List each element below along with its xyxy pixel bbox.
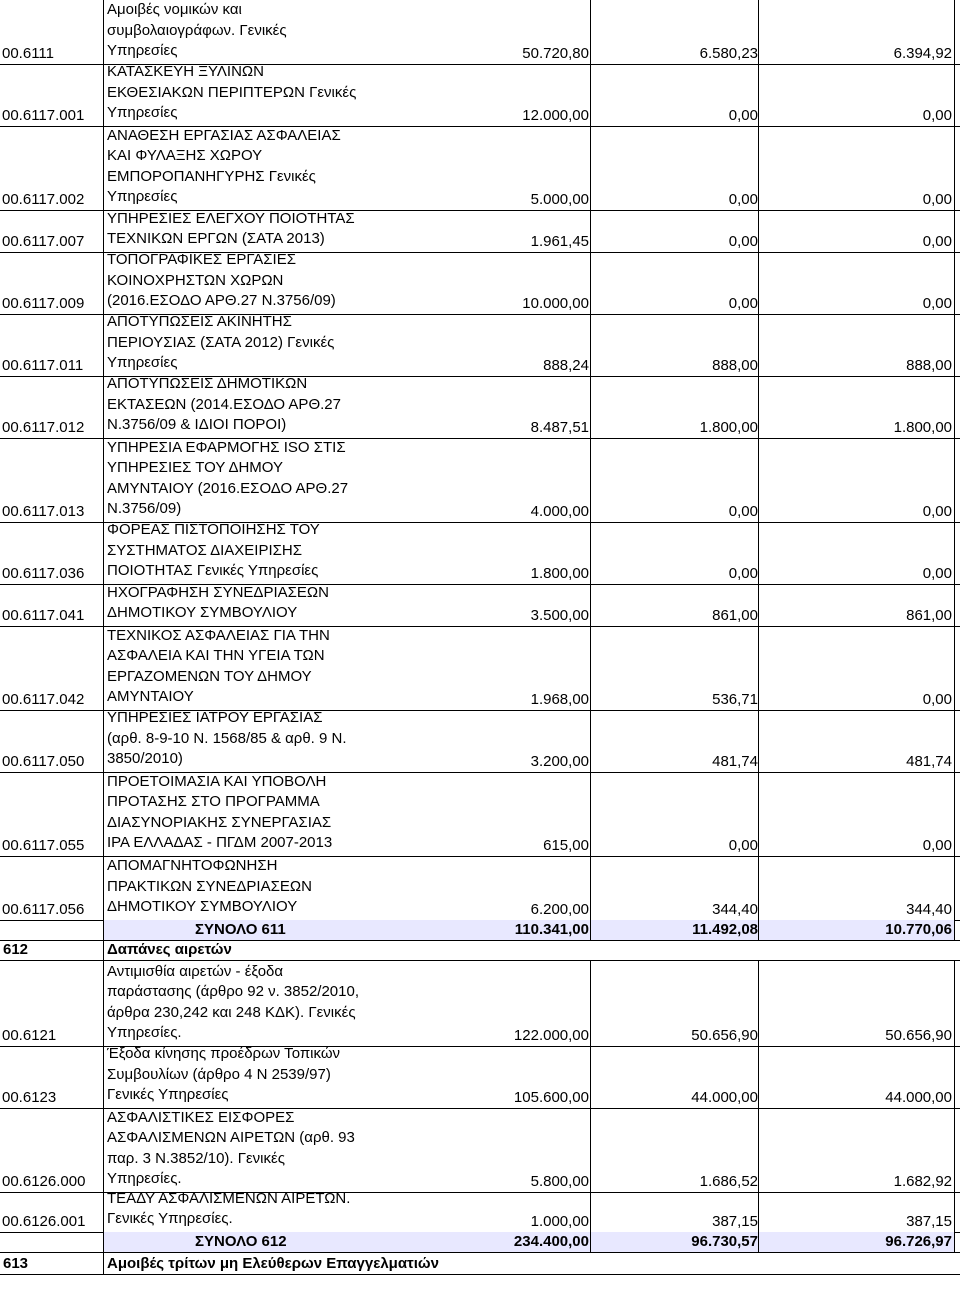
column-divider <box>758 438 759 522</box>
account-code: 00.6117.001 <box>2 107 85 124</box>
budget-amount: 888,24 <box>543 357 589 374</box>
column-divider <box>103 856 104 920</box>
column-divider <box>758 0 759 64</box>
section-row <box>0 940 960 961</box>
section-row <box>0 1252 960 1275</box>
account-description <box>107 1189 392 1230</box>
committed-amount: 50.656,90 <box>691 1027 758 1044</box>
committed-amount: 861,00 <box>712 607 758 624</box>
paid-amount: 6.394,92 <box>893 45 952 62</box>
paid-amount: 0,00 <box>922 107 952 124</box>
committed-amount: 0,00 <box>728 503 758 520</box>
column-divider <box>590 1046 591 1108</box>
description-line: ΗΧΟΓΡΑΦΗΣΗ ΣΥΝΕΔΡΙΑΣΕΩΝ <box>107 583 329 601</box>
committed-amount: 0,00 <box>728 191 758 208</box>
column-divider <box>103 584 104 626</box>
description-line: Έξοδα κίνησης προέδρων Τοπικών <box>107 1045 341 1063</box>
budget-amount: 615,00 <box>543 837 589 854</box>
description-line: Αντιμισθία αιρετών - έξοδα <box>107 962 284 980</box>
budget-amount: 105.600,00 <box>513 1089 589 1106</box>
column-divider <box>954 376 955 438</box>
budget-amount: 3.500,00 <box>530 607 589 624</box>
table-row <box>0 438 960 523</box>
description-line: ΑΣΦΑΛΙΣΤΙΚΕΣ ΕΙΣΦΟΡΕΣ <box>107 1108 295 1126</box>
budget-amount: 8.487,51 <box>530 419 589 436</box>
table-row <box>0 210 960 253</box>
column-divider <box>954 522 955 584</box>
committed-amount: 0,00 <box>728 107 758 124</box>
column-divider <box>954 1046 955 1108</box>
table-row <box>0 0 960 65</box>
budget-amount: 1.000,00 <box>530 1213 589 1230</box>
description-line: ΚΑΙ ΦΥΛΑΞΗΣ ΧΩΡΟΥ <box>107 147 263 165</box>
account-code: 00.6111 <box>2 45 54 62</box>
description-line: ΙΡΑ ΕΛΛΑΔΑΣ - ΠΓΔΜ 2007-2013 <box>107 834 333 852</box>
description-line: ΥΠΗΡΕΣΙΕΣ ΕΛΕΓΧΟΥ ΠΟΙΟΤΗΤΑΣ <box>107 209 355 227</box>
description-line: ΠΟΙΟΤΗΤΑΣ Γενικές Υπηρεσίες <box>107 562 319 580</box>
total-row <box>0 920 960 941</box>
account-code: 00.6117.056 <box>2 901 85 918</box>
description-line: ΥΠΗΡΕΣΙΑ ΕΦΑΡΜΟΓΗΣ ISO ΣΤΙΣ <box>107 438 346 456</box>
column-divider <box>103 0 104 64</box>
column-divider <box>590 314 591 376</box>
description-line: ΕΚΘΕΣΙΑΚΩΝ ΠΕΡΙΠΤΕΡΩΝ Γενικές <box>107 83 357 101</box>
table-row <box>0 772 960 857</box>
paid-amount: 50.656,90 <box>885 1027 952 1044</box>
column-divider <box>758 920 759 940</box>
account-code: 00.6117.007 <box>2 233 85 250</box>
column-divider <box>590 252 591 314</box>
description-line: ΦΟΡΕΑΣ ΠΙΣΤΟΠΟΙΗΣΗΣ ΤΟΥ <box>107 521 320 539</box>
column-divider <box>103 64 104 126</box>
account-code: 00.6117.013 <box>2 503 85 520</box>
committed-amount: 0,00 <box>728 565 758 582</box>
account-code: 00.6123 <box>2 1089 57 1106</box>
column-divider <box>103 314 104 376</box>
account-code: 00.6126.000 <box>2 1173 86 1190</box>
column-divider <box>590 64 591 126</box>
account-description <box>107 772 392 854</box>
section-title: Αμοιβές τρίτων μη Ελεύθερων Επαγγελματιών <box>107 1255 439 1272</box>
column-divider <box>954 626 955 710</box>
description-line: Αμοιβές νομικών και <box>107 1 242 19</box>
paid-amount: 344,40 <box>906 901 952 918</box>
description-line: ΥΠΗΡΕΣΙΕΣ ΤΟΥ ΔΗΜΟΥ <box>107 459 283 477</box>
account-description <box>107 962 392 1044</box>
column-divider <box>758 252 759 314</box>
total-row <box>0 1232 960 1253</box>
account-code: 00.6121 <box>2 1027 57 1044</box>
account-description <box>107 312 392 374</box>
description-line: Γενικές Υπηρεσίες. <box>107 1210 233 1228</box>
column-divider <box>590 522 591 584</box>
description-line: ΑΣΦΑΛΙΣΜΕΝΩΝ ΑΙΡΕΤΩΝ (αρθ. 93 <box>107 1129 355 1147</box>
paid-amount: 44.000,00 <box>885 1089 952 1106</box>
description-line: ΕΚΤΑΣΕΩΝ (2014.ΕΣΟΔΟ ΑΡΘ.27 <box>107 395 341 413</box>
table-row <box>0 856 960 921</box>
account-code: 00.6126.001 <box>2 1213 86 1230</box>
description-line: ΑΜΥΝΤΑΙΟΥ (2016.ΕΣΟΔΟ ΑΡΘ.27 <box>107 479 349 497</box>
column-divider <box>590 920 591 940</box>
description-line: ΑΜΥΝΤΑΙΟΥ <box>107 688 194 706</box>
column-divider <box>954 710 955 772</box>
committed-amount: 44.000,00 <box>691 1089 758 1106</box>
description-line: ΤΕΑΔΥ ΑΣΦΑΛΙΣΜΕΝΩΝ ΑΙΡΕΤΩΝ. <box>107 1189 351 1207</box>
column-divider <box>954 584 955 626</box>
description-line: (αρθ. 8-9-10 Ν. 1568/85 & αρθ. 9 Ν. <box>107 729 347 747</box>
description-line: 3850/2010) <box>107 750 183 768</box>
table-row <box>0 522 960 585</box>
paid-amount: 0,00 <box>922 233 952 250</box>
total-paid: 96.726,97 <box>885 1233 952 1250</box>
column-divider <box>103 438 104 522</box>
paid-amount: 387,15 <box>906 1213 952 1230</box>
section-code: 612 <box>3 941 29 958</box>
account-code: 00.6117.011 <box>2 357 84 374</box>
column-divider <box>103 522 104 584</box>
paid-amount: 0,00 <box>922 565 952 582</box>
budget-amount: 1.968,00 <box>530 691 589 708</box>
description-line: Συμβουλίων (άρθρο 4 Ν 2539/97) <box>107 1065 331 1083</box>
paid-amount: 0,00 <box>922 837 952 854</box>
description-line: ΔΙΑΣΥΝΟΡΙΑΚΗΣ ΣΥΝΕΡΓΑΣΙΑΣ <box>107 813 332 831</box>
account-description <box>107 62 392 124</box>
paid-amount: 861,00 <box>906 607 952 624</box>
column-divider <box>758 1108 759 1192</box>
table-row <box>0 626 960 711</box>
description-line: ΑΠΟΜΑΓΝΗΤΟΦΩΝΗΣΗ <box>107 857 278 875</box>
table-row <box>0 376 960 439</box>
column-divider <box>758 584 759 626</box>
budget-amount: 1.961,45 <box>530 233 589 250</box>
account-code: 00.6117.055 <box>2 837 85 854</box>
description-line: ΤΕΧΝΙΚΩΝ ΕΡΓΩΝ (ΣΑΤΑ 2013) <box>107 230 325 248</box>
column-divider <box>758 376 759 438</box>
description-line: Υπηρεσίες <box>107 104 178 122</box>
column-divider <box>590 1108 591 1192</box>
total-label: ΣΥΝΟΛΟ 611 <box>195 921 286 938</box>
table-row <box>0 252 960 315</box>
committed-amount: 387,15 <box>712 1213 758 1230</box>
budget-amount: 3.200,00 <box>530 753 589 770</box>
description-line: ΥΠΗΡΕΣΙΕΣ ΙΑΤΡΟΥ ΕΡΓΑΣΙΑΣ <box>107 709 323 727</box>
total-committed: 11.492,08 <box>692 921 758 938</box>
description-line: ΚΟΙΝΟΧΡΗΣΤΩΝ ΧΩΡΩΝ <box>107 271 284 289</box>
column-divider <box>758 710 759 772</box>
column-divider <box>954 960 955 1046</box>
column-divider <box>954 920 955 940</box>
column-divider <box>103 1232 104 1252</box>
column-divider <box>103 960 104 1046</box>
account-description <box>107 250 392 312</box>
column-divider <box>954 1192 955 1232</box>
description-line: ΔΗΜΟΤΙΚΟΥ ΣΥΜΒΟΥΛΙΟΥ <box>107 898 298 916</box>
account-description <box>107 856 392 918</box>
description-line: ΠΡΟΕΤΟΙΜΑΣΙΑ ΚΑΙ ΥΠΟΒΟΛΗ <box>107 772 327 790</box>
table-row <box>0 1189 960 1233</box>
column-divider <box>590 856 591 920</box>
column-divider <box>590 1232 591 1252</box>
description-line: ΠΡΟΤΑΣΗΣ ΣΤΟ ΠΡΟΓΡΑΜΜΑ <box>107 793 320 811</box>
column-divider <box>103 940 104 960</box>
total-budget: 110.341,00 <box>514 921 589 938</box>
description-line: ΔΗΜΟΤΙΚΟΥ ΣΥΜΒΟΥΛΙΟΥ <box>107 604 298 622</box>
table-row <box>0 64 960 127</box>
column-divider <box>590 0 591 64</box>
total-label: ΣΥΝΟΛΟ 612 <box>195 1233 287 1250</box>
column-divider <box>758 126 759 210</box>
column-divider <box>590 210 591 252</box>
account-description <box>107 438 392 520</box>
committed-amount: 888,00 <box>712 357 758 374</box>
paid-amount: 481,74 <box>906 753 952 770</box>
committed-amount: 0,00 <box>728 233 758 250</box>
account-code: 00.6117.036 <box>2 565 85 582</box>
committed-amount: 6.580,23 <box>699 45 758 62</box>
account-description <box>107 126 392 208</box>
column-divider <box>954 252 955 314</box>
column-divider <box>103 920 104 940</box>
paid-amount: 0,00 <box>922 191 952 208</box>
table-row <box>0 1046 960 1109</box>
column-divider <box>758 1192 759 1232</box>
column-divider <box>590 584 591 626</box>
column-divider <box>590 710 591 772</box>
column-divider <box>954 438 955 522</box>
account-code: 00.6117.041 <box>2 607 85 624</box>
column-divider <box>103 626 104 710</box>
description-line: Ν.3756/09) <box>107 500 182 518</box>
description-line: παρ. 3 Ν.3852/10). Γενικές <box>107 1149 285 1167</box>
column-divider <box>954 1108 955 1192</box>
account-description <box>107 374 392 436</box>
section-title: Δαπάνες αιρετών <box>107 941 232 958</box>
column-divider <box>954 0 955 64</box>
section-code: 613 <box>3 1255 29 1272</box>
column-divider <box>590 1192 591 1232</box>
description-line: Γενικές Υπηρεσίες <box>107 1086 229 1104</box>
description-line: Υπηρεσίες <box>107 188 178 206</box>
column-divider <box>590 626 591 710</box>
description-line: ΠΕΡΙΟΥΣΙΑΣ (ΣΑΤΑ 2012) Γενικές <box>107 333 335 351</box>
description-line: ΠΡΑΚΤΙΚΩΝ ΣΥΝΕΔΡΙΑΣΕΩΝ <box>107 877 312 895</box>
description-line: ΤΟΠΟΓΡΑΦΙΚΕΣ ΕΡΓΑΣΙΕΣ <box>107 251 296 269</box>
column-divider <box>758 1232 759 1252</box>
column-divider <box>758 314 759 376</box>
table-row <box>0 126 960 211</box>
column-divider <box>954 856 955 920</box>
total-committed: 96.730,57 <box>691 1233 758 1250</box>
column-divider <box>954 1232 955 1252</box>
description-line: ΑΠΟΤΥΠΩΣΕΙΣ ΑΚΙΝΗΤΗΣ <box>107 313 292 331</box>
committed-amount: 0,00 <box>728 837 758 854</box>
column-divider <box>103 1108 104 1192</box>
description-line: (2016.ΕΣΟΔΟ ΑΡΘ.27 Ν.3756/09) <box>107 292 336 310</box>
committed-amount: 1.800,00 <box>699 419 758 436</box>
account-description <box>107 209 392 250</box>
description-line: Υπηρεσίες. <box>107 1170 182 1188</box>
column-divider <box>103 772 104 856</box>
column-divider <box>103 710 104 772</box>
account-description <box>107 1044 392 1106</box>
column-divider <box>103 1252 104 1274</box>
account-description <box>107 626 392 708</box>
column-divider <box>954 210 955 252</box>
table-row <box>0 314 960 377</box>
committed-amount: 536,71 <box>712 691 758 708</box>
column-divider <box>590 376 591 438</box>
account-code: 00.6117.050 <box>2 753 85 770</box>
description-line: Ν.3756/09 & ΙΔΙΟΙ ΠΟΡΟΙ) <box>107 416 287 434</box>
paid-amount: 0,00 <box>922 691 952 708</box>
budget-amount: 122.000,00 <box>513 1027 589 1044</box>
column-divider <box>758 522 759 584</box>
account-code: 00.6117.002 <box>2 191 85 208</box>
column-divider <box>954 126 955 210</box>
paid-amount: 1.800,00 <box>893 419 952 436</box>
column-divider <box>103 126 104 210</box>
description-line: ΑΠΟΤΥΠΩΣΕΙΣ ΔΗΜΟΤΙΚΩΝ <box>107 375 308 393</box>
committed-amount: 481,74 <box>712 753 758 770</box>
column-divider <box>758 626 759 710</box>
description-line: ΑΝΑΘΕΣΗ ΕΡΓΑΣΙΑΣ ΑΣΦΑΛΕΙΑΣ <box>107 126 341 144</box>
budget-amount: 50.720,80 <box>522 45 589 62</box>
committed-amount: 1.686,52 <box>699 1173 758 1190</box>
table-row <box>0 960 960 1047</box>
budget-amount: 12.000,00 <box>522 107 589 124</box>
table-row <box>0 1108 960 1193</box>
account-description <box>107 0 392 62</box>
account-description <box>107 520 392 582</box>
budget-amount: 6.200,00 <box>530 901 589 918</box>
column-divider <box>954 64 955 126</box>
column-divider <box>590 772 591 856</box>
account-description <box>107 1108 392 1190</box>
account-description <box>107 583 392 624</box>
column-divider <box>590 960 591 1046</box>
column-divider <box>758 1046 759 1108</box>
description-line: Υπηρεσίες <box>107 354 178 372</box>
column-divider <box>758 960 759 1046</box>
table-row <box>0 710 960 773</box>
account-code: 00.6117.012 <box>2 419 85 436</box>
description-line: ΚΑΤΑΣΚΕΥΗ ΞΥΛΙΝΩΝ <box>107 63 264 81</box>
description-line: Υπηρεσίες <box>107 42 178 60</box>
paid-amount: 1.682,92 <box>893 1173 952 1190</box>
description-line: ΑΣΦΑΛΕΙΑ ΚΑΙ ΤΗΝ ΥΓΕΙΑ ΤΩΝ <box>107 647 325 665</box>
column-divider <box>590 126 591 210</box>
description-line: άρθρα 230,242 και 248 ΚΔΚ). Γενικές <box>107 1003 356 1021</box>
column-divider <box>103 1046 104 1108</box>
column-divider <box>954 314 955 376</box>
committed-amount: 344,40 <box>712 901 758 918</box>
paid-amount: 0,00 <box>922 295 952 312</box>
column-divider <box>103 376 104 438</box>
committed-amount: 0,00 <box>728 295 758 312</box>
account-code: 00.6117.009 <box>2 295 85 312</box>
budget-amount: 1.800,00 <box>530 565 589 582</box>
column-divider <box>954 772 955 856</box>
column-divider <box>103 252 104 314</box>
total-paid: 10.770,06 <box>885 921 952 938</box>
column-divider <box>758 64 759 126</box>
column-divider <box>590 438 591 522</box>
description-line: ΕΡΓΑΖΟΜΕΝΩΝ ΤΟΥ ΔΗΜΟΥ <box>107 667 312 685</box>
budget-amount: 10.000,00 <box>522 295 589 312</box>
description-line: συμβολαιογράφων. Γενικές <box>107 21 287 39</box>
account-description <box>107 708 392 770</box>
column-divider <box>758 856 759 920</box>
description-line: παράστασης (άρθρο 92 ν. 3852/2010, <box>107 983 359 1001</box>
description-line: ΤΕΧΝΙΚΟΣ ΑΣΦΑΛΕΙΑΣ ΓΙΑ ΤΗΝ <box>107 626 330 644</box>
total-budget: 234.400,00 <box>513 1233 589 1250</box>
table-row <box>0 584 960 627</box>
description-line: ΣΥΣΤΗΜΑΤΟΣ ΔΙΑΧΕΙΡΙΣΗΣ <box>107 541 303 559</box>
budget-amount: 5.800,00 <box>530 1173 589 1190</box>
description-line: ΕΜΠΟΡΟΠΑΝΗΓΥΡΗΣ Γενικές <box>107 167 316 185</box>
budget-amount: 5.000,00 <box>530 191 589 208</box>
column-divider <box>758 772 759 856</box>
column-divider <box>758 210 759 252</box>
budget-amount: 4.000,00 <box>530 503 589 520</box>
account-code: 00.6117.042 <box>2 691 85 708</box>
column-divider <box>103 1192 104 1232</box>
paid-amount: 0,00 <box>922 503 952 520</box>
description-line: Υπηρεσίες. <box>107 1024 182 1042</box>
paid-amount: 888,00 <box>906 357 952 374</box>
column-divider <box>103 210 104 252</box>
